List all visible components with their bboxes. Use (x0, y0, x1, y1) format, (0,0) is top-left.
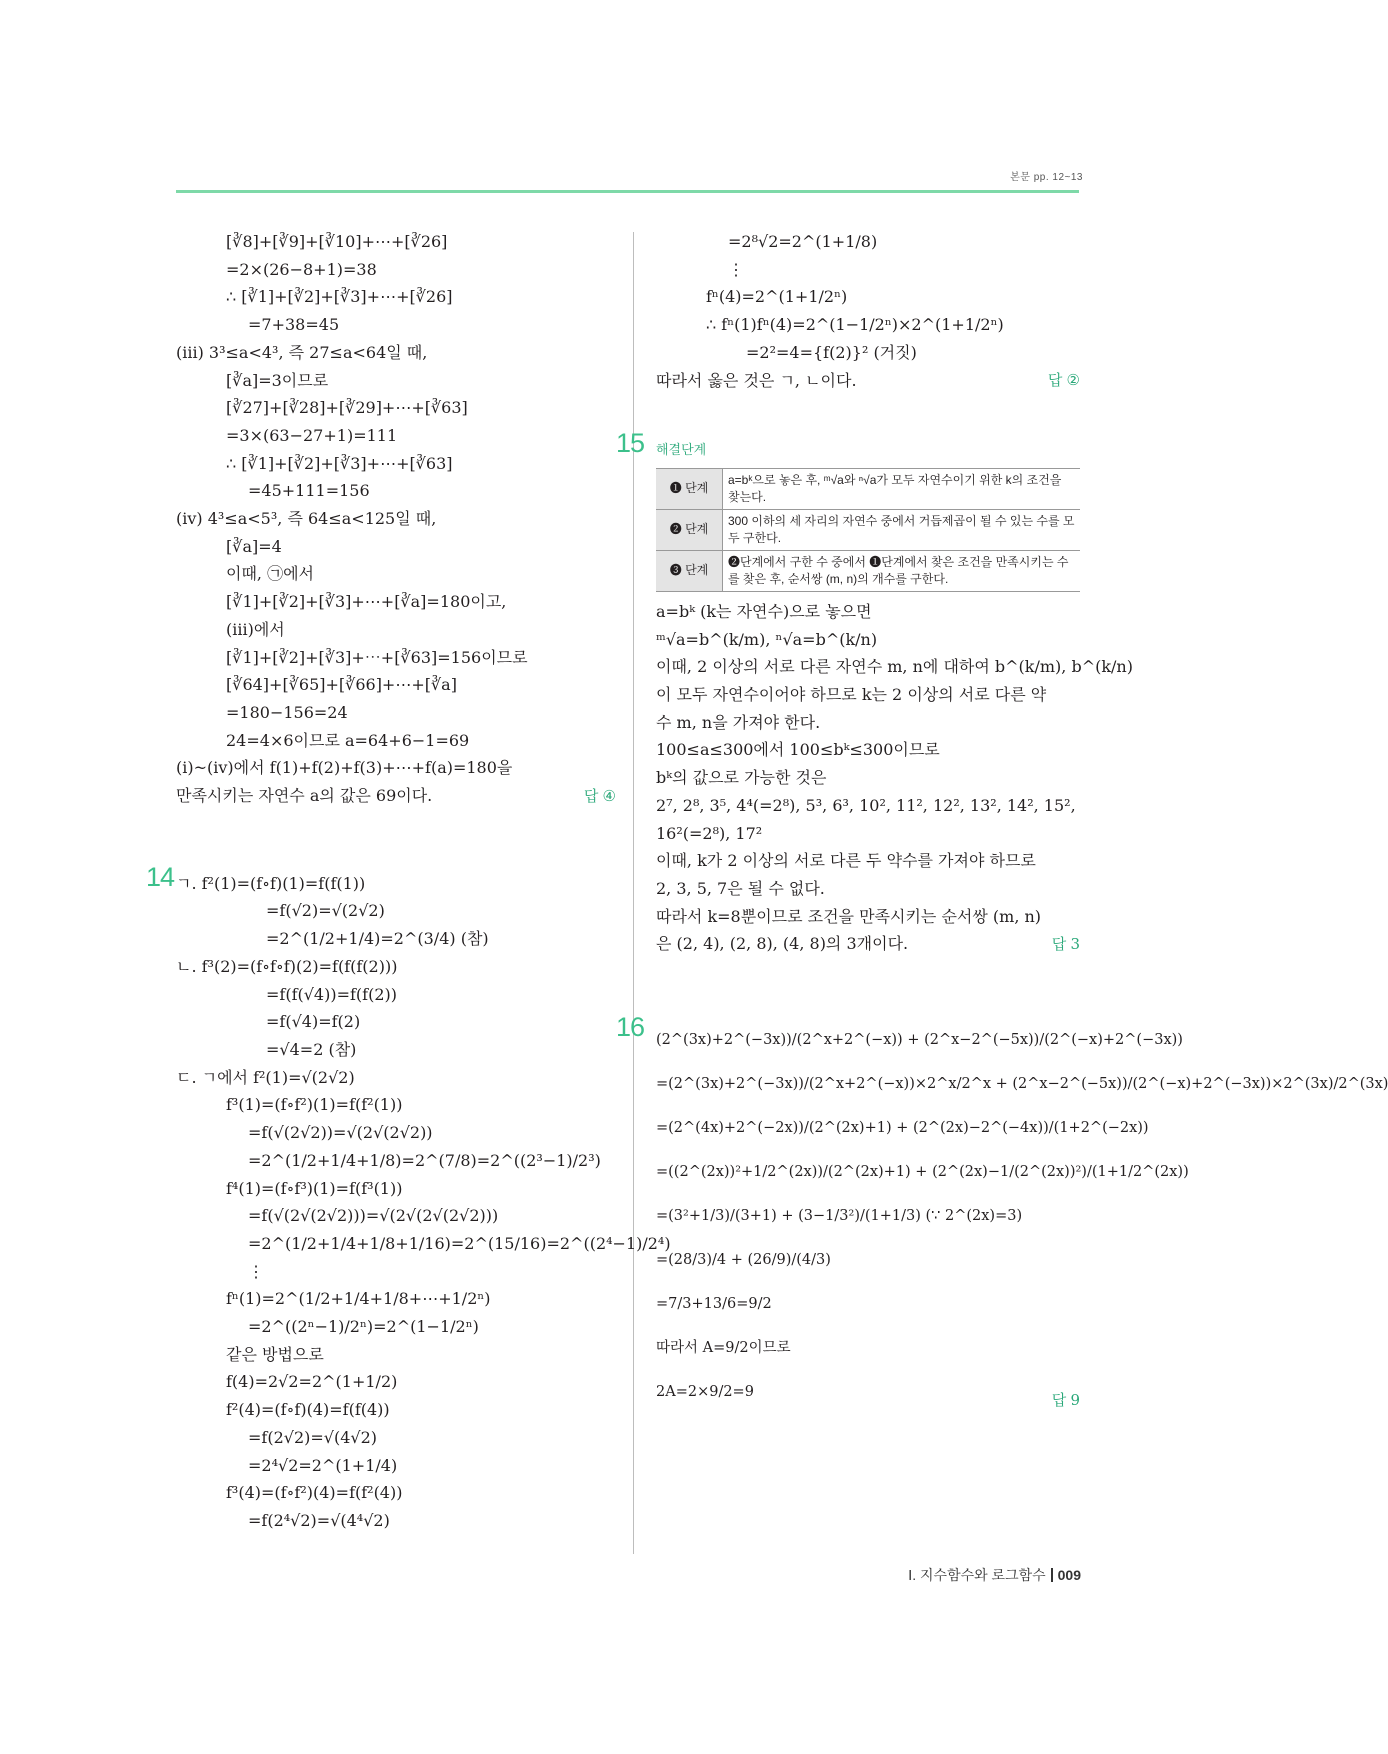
step-row (656, 468, 1080, 509)
math-line: 2, 3, 5, 7은 될 수 없다. (656, 878, 825, 898)
left-column (146, 228, 671, 1535)
math-line: f(4)=2√2=2^(1+1/2) (226, 1372, 398, 1392)
page-number: 009 (1057, 1567, 1081, 1583)
answer-14 (1048, 367, 1080, 395)
math-line: 2A=2×9/2=9 (656, 1384, 754, 1401)
solution-16 (616, 1012, 1388, 1414)
math-line: =((2^(2x))²+1/2^(2x))/(2^(2x)+1) + (2^(2x)−1/(2^(2x))²)/(1+1/2^(2x)) (656, 1164, 1189, 1181)
solution-15 (616, 428, 1133, 958)
header-rule (176, 190, 1079, 193)
math-line: =2^(1/2+1/4)=2^(3/4) (참) (266, 929, 489, 949)
math-line: f³(4)=(f∘f²)(4)=f(f²(4)) (226, 1483, 403, 1503)
footer-separator (1051, 1568, 1053, 1582)
math-line: =f(f(√4))=f(f(2)) (266, 984, 397, 1004)
math-line: (iii)에서 (226, 619, 285, 639)
math-line: 24=4×6이므로 a=64+6−1=69 (226, 730, 470, 750)
answer-15 (1052, 931, 1080, 959)
solution-14 (146, 861, 671, 1535)
step-text: a=bᵏ으로 놓은 후, ᵐ√a와 ⁿ√a가 모두 자연수이기 위한 k의 조건을 찾는다. (723, 468, 1081, 509)
math-line: 따라서 A=9/2이므로 (656, 1340, 791, 1357)
math-line: 따라서 k=8뿐이므로 조건을 만족시키는 순서쌍 (m, n) (656, 906, 1042, 926)
math-line: ∴ fⁿ(1)fⁿ(4)=2^(1−1/2ⁿ)×2^(1+1/2ⁿ) (706, 315, 1004, 335)
solution-14-continued (656, 228, 1080, 394)
answer-value: 9 (1070, 1391, 1080, 1410)
answer-label: 답 (1051, 936, 1067, 954)
answer-label: 답 (583, 787, 599, 805)
math-line: (iii) 3³≤a<4³, 즉 27≤a<64일 때, (176, 342, 428, 362)
answer-value: ④ (602, 786, 616, 805)
answer-16 (1052, 1387, 1080, 1415)
math-line: =(3²+1/3)/(3+1) + (3−1/3²)/(1+1/3) (∵ 2^(2x)=3) (656, 1208, 1023, 1225)
math-line: (2^(3x)+2^(−3x))/(2^x+2^(−x)) + (2^x−2^(−5x))/(2^(−x)+2^(−3x)) (656, 1032, 1183, 1049)
math-line: a=bᵏ (k는 자연수)으로 놓으면 (656, 601, 872, 621)
step-text: ❷단계에서 구한 수 중에서 ❶단계에서 찾은 조건을 만족시키는 수를 찾은 후, 순서쌍 (m, n)의 개수를 구한다. (723, 550, 1081, 591)
math-line: 이때, ㉠에서 (226, 564, 314, 584)
math-line: 은 (2, 4), (2, 8), (4, 8)의 3개이다. (656, 934, 909, 954)
step-row (656, 509, 1080, 550)
math-line: 100≤a≤300에서 100≤bᵏ≤300이므로 (656, 740, 940, 760)
page-reference: 본문 pp. 12~13 (1010, 172, 1083, 183)
step-label: ❸ 단계 (656, 550, 723, 591)
math-line: =2⁸√2=2^(1+1/8) (728, 232, 878, 251)
math-line: =2^(1/2+1/4+1/8)=2^(7/8)=2^((2³−1)/2³) (248, 1150, 601, 1170)
math-line: =45+111=156 (248, 481, 370, 501)
math-line: 만족시키는 자연수 a의 값은 69이다. (176, 786, 433, 806)
math-line: =f(2√2)=√(4√2) (248, 1427, 378, 1447)
math-line: =2²=4={f(2)}² (거짓) (746, 342, 917, 362)
math-line: ⋮ (248, 1261, 264, 1281)
math-line: =f(√4)=f(2) (266, 1012, 361, 1032)
math-line: =2^((2ⁿ−1)/2ⁿ)=2^(1−1/2ⁿ) (248, 1317, 479, 1337)
math-line: ㄱ. f²(1)=(f∘f)(1)=f(f(1)) (176, 873, 366, 893)
math-line: =2×(26−8+1)=38 (226, 259, 377, 279)
math-line: [∛a]=4 (226, 536, 282, 556)
math-line: =f(√(2√2))=√(2√(2√2)) (248, 1123, 433, 1143)
answer-value: ② (1066, 371, 1080, 390)
math-line: [∛a]=3이므로 (226, 370, 329, 390)
solution-13-continued (176, 228, 616, 810)
math-line: ∴ [∛1]+[∛2]+[∛3]+⋯+[∛26] (226, 287, 453, 307)
step-label: ❷ 단계 (656, 509, 723, 550)
page-footer (908, 1565, 1081, 1585)
step-text: 300 이하의 세 자리의 자연수 중에서 거듭제곱이 될 수 있는 수를 모두 구한다. (723, 509, 1081, 550)
math-line: =f(√2)=√(2√2) (266, 901, 385, 921)
math-line: =7+38=45 (248, 315, 340, 335)
answer-13 (584, 783, 616, 811)
math-line: 이때, k가 2 이상의 서로 다른 두 약수를 가져야 하므로 (656, 851, 1036, 871)
math-line: =(28/3)/4 + (26/9)/(4/3) (656, 1252, 831, 1269)
math-line: [∛8]+[∛9]+[∛10]+⋯+[∛26] (226, 232, 448, 251)
math-line: [∛1]+[∛2]+[∛3]+⋯+[∛63]=156이므로 (226, 647, 528, 667)
problem-number-16: 16 (616, 1012, 645, 1043)
math-line: [∛27]+[∛28]+[∛29]+⋯+[∛63] (226, 398, 468, 418)
math-line: 같은 방법으로 (226, 1344, 324, 1364)
answer-label: 답 (1047, 372, 1063, 390)
math-line: =f(2⁴√2)=√(4⁴√2) (248, 1510, 390, 1530)
math-line: 2⁷, 2⁸, 3⁵, 4⁴(=2⁸), 5³, 6³, 10², 11², 12², 13², 14², 15², (656, 795, 1076, 815)
problem-number-15: 15 (616, 428, 645, 459)
math-line: ᵐ√a=b^(k/m), ⁿ√a=b^(k/n) (656, 629, 878, 649)
math-line: f²(4)=(f∘f)(4)=f(f(4)) (226, 1400, 390, 1420)
math-line: 이때, 2 이상의 서로 다른 자연수 m, n에 대하여 b^(k/m), b^(k/n) (656, 657, 1133, 677)
solution-steps-table (656, 468, 1080, 592)
math-line: f⁴(1)=(f∘f³)(1)=f(f³(1)) (226, 1178, 403, 1198)
math-line: =(2^(3x)+2^(−3x))/(2^x+2^(−x))×2^x/2^x + (2^x−2^(−5x))/(2^(−x)+2^(−3x))×2^(3x)/2^(3x) (656, 1076, 1388, 1093)
math-line: 따라서 옳은 것은 ㄱ, ㄴ이다. (656, 370, 857, 390)
math-line: [∛1]+[∛2]+[∛3]+⋯+[∛a]=180이고, (226, 592, 507, 612)
math-line: f³(1)=(f∘f²)(1)=f(f²(1)) (226, 1095, 403, 1115)
math-line: ㄴ. f³(2)=(f∘f∘f)(2)=f(f(f(2))) (176, 956, 398, 976)
math-line: fⁿ(4)=2^(1+1/2ⁿ) (706, 287, 848, 307)
math-line: =3×(63−27+1)=111 (226, 425, 398, 445)
math-line: =2⁴√2=2^(1+1/4) (248, 1455, 398, 1475)
answer-label: 답 (1051, 1392, 1067, 1410)
math-line: ∴ [∛1]+[∛2]+[∛3]+⋯+[∛63] (226, 453, 453, 473)
right-column (616, 228, 1388, 1414)
step-label: ❶ 단계 (656, 468, 723, 509)
math-line: bᵏ의 값으로 가능한 것은 (656, 768, 827, 788)
math-line: =f(√(2√(2√2)))=√(2√(2√(2√2))) (248, 1206, 499, 1226)
section-title: Ⅰ. 지수함수와 로그함수 (908, 1567, 1046, 1583)
math-line: 이 모두 자연수이어야 하므로 k는 2 이상의 서로 다른 약 (656, 685, 1047, 705)
math-line: fⁿ(1)=2^(1/2+1/4+1/8+⋯+1/2ⁿ) (226, 1289, 491, 1309)
answer-value: 3 (1070, 935, 1080, 954)
math-line: ⋮ (728, 259, 744, 279)
math-line: 수 m, n을 가져야 한다. (656, 712, 821, 732)
math-line: (iv) 4³≤a<5³, 즉 64≤a<125일 때, (176, 509, 437, 529)
step-row (656, 550, 1080, 591)
math-line: =180−156=24 (226, 702, 348, 722)
math-line: 16²(=2⁸), 17² (656, 823, 763, 843)
problem-number-14: 14 (146, 861, 175, 892)
math-line: =(2^(4x)+2^(−2x))/(2^(2x)+1) + (2^(2x)−2^(−4x))/(1+2^(−2x)) (656, 1120, 1149, 1137)
math-line: =7/3+13/6=9/2 (656, 1296, 772, 1313)
math-line: ㄷ. ㄱ에서 f²(1)=√(2√2) (176, 1067, 355, 1087)
math-line: =2^(1/2+1/4+1/8+1/16)=2^(15/16)=2^((2⁴−1)/2⁴) (248, 1233, 671, 1253)
math-line: (i)~(iv)에서 f(1)+f(2)+f(3)+⋯+f(a)=180을 (176, 758, 513, 778)
solution-steps-heading: 해결단계 (656, 442, 707, 458)
math-line: =√4=2 (참) (266, 1039, 357, 1059)
math-line: [∛64]+[∛65]+[∛66]+⋯+[∛a] (226, 675, 457, 695)
